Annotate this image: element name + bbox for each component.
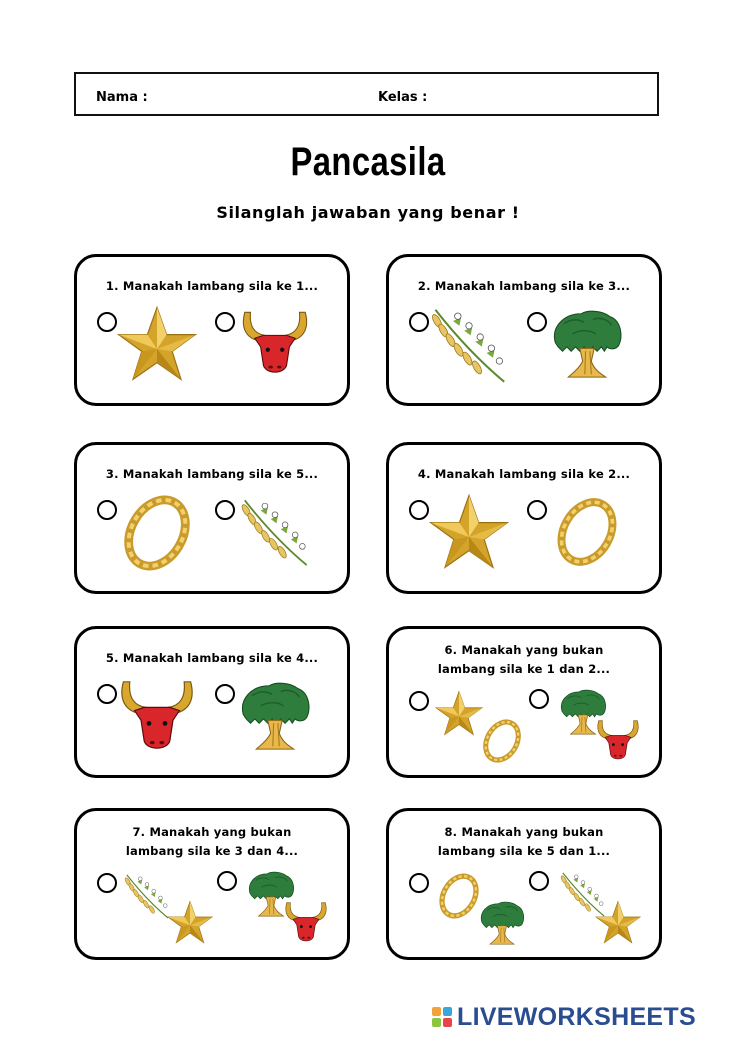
question-line: 4. Manakah lambang sila ke 2... xyxy=(417,467,631,481)
answer-option-b-radio[interactable] xyxy=(215,684,235,704)
banyan-tree-icon[interactable] xyxy=(479,897,525,949)
liveworksheets-logo xyxy=(432,1002,696,1032)
answer-option-a-radio[interactable] xyxy=(409,873,429,893)
instruction: Silanglah jawaban yang benar ! xyxy=(216,203,520,222)
question-line: 8. Manakah yang bukan xyxy=(444,825,604,839)
question-line: 1. Manakah lambang sila ke 1... xyxy=(105,279,319,293)
answer-option-b-radio[interactable] xyxy=(527,312,547,332)
star-icon[interactable] xyxy=(429,493,509,573)
banyan-tree-icon[interactable] xyxy=(551,305,623,383)
question-line: 6. Manakah yang bukan xyxy=(444,643,604,657)
question-card xyxy=(386,626,662,778)
answer-option-a-radio[interactable] xyxy=(409,691,429,711)
star-icon[interactable] xyxy=(595,897,641,949)
question-card xyxy=(386,442,662,594)
answer-option-b-radio[interactable] xyxy=(529,871,549,891)
brand-name: LIVEWORKSHEETS xyxy=(457,1002,696,1031)
question-line: 3. Manakah lambang sila ke 5... xyxy=(105,467,319,481)
answer-option-b-radio[interactable] xyxy=(527,500,547,520)
question-line: 5. Manakah lambang sila ke 4... xyxy=(105,651,319,665)
banyan-tree-icon[interactable] xyxy=(239,677,311,755)
answer-option-a-radio[interactable] xyxy=(409,500,429,520)
logo-icon xyxy=(432,1007,452,1027)
question-card xyxy=(74,442,350,594)
page-title: Pancasila xyxy=(290,140,446,184)
name-label: Nama : xyxy=(96,90,148,105)
answer-option-a-radio[interactable] xyxy=(409,312,429,332)
question-text xyxy=(389,277,659,296)
bull-icon[interactable] xyxy=(283,897,329,949)
chain-icon[interactable] xyxy=(435,871,483,921)
question-line: lambang sila ke 3 dan 4... xyxy=(125,844,299,858)
answer-option-b-radio[interactable] xyxy=(215,500,235,520)
bull-icon[interactable] xyxy=(239,305,311,383)
chain-icon[interactable] xyxy=(551,493,623,571)
question-card xyxy=(74,254,350,406)
question-text xyxy=(77,649,347,668)
star-icon[interactable] xyxy=(167,897,213,949)
bull-icon[interactable] xyxy=(595,715,641,767)
chain-icon[interactable] xyxy=(479,715,525,767)
star-icon[interactable] xyxy=(117,305,197,385)
question-card xyxy=(386,254,662,406)
chain-icon[interactable] xyxy=(117,493,197,573)
answer-option-b-radio[interactable] xyxy=(215,312,235,332)
answer-option-a-radio[interactable] xyxy=(97,684,117,704)
rice-cotton-icon[interactable] xyxy=(239,493,311,571)
question-text xyxy=(77,277,347,296)
question-text xyxy=(389,641,659,679)
answer-option-b-radio[interactable] xyxy=(217,871,237,891)
answer-option-a-radio[interactable] xyxy=(97,873,117,893)
star-icon[interactable] xyxy=(435,689,483,739)
question-text xyxy=(77,823,347,861)
question-text xyxy=(389,823,659,861)
question-line: lambang sila ke 5 dan 1... xyxy=(437,844,611,858)
student-info-box xyxy=(74,72,659,116)
question-line: 2. Manakah lambang sila ke 3... xyxy=(417,279,631,293)
question-card xyxy=(74,808,350,960)
question-line: lambang sila ke 1 dan 2... xyxy=(437,662,611,676)
question-card xyxy=(74,626,350,778)
class-label: Kelas : xyxy=(378,90,428,105)
answer-option-a-radio[interactable] xyxy=(97,500,117,520)
rice-cotton-icon[interactable] xyxy=(429,305,509,385)
question-text xyxy=(389,465,659,484)
question-line: 7. Manakah yang bukan xyxy=(132,825,292,839)
bull-icon[interactable] xyxy=(117,677,197,757)
answer-option-b-radio[interactable] xyxy=(529,689,549,709)
question-card xyxy=(386,808,662,960)
question-text xyxy=(77,465,347,484)
rice-cotton-icon[interactable] xyxy=(123,871,171,921)
answer-option-a-radio[interactable] xyxy=(97,312,117,332)
